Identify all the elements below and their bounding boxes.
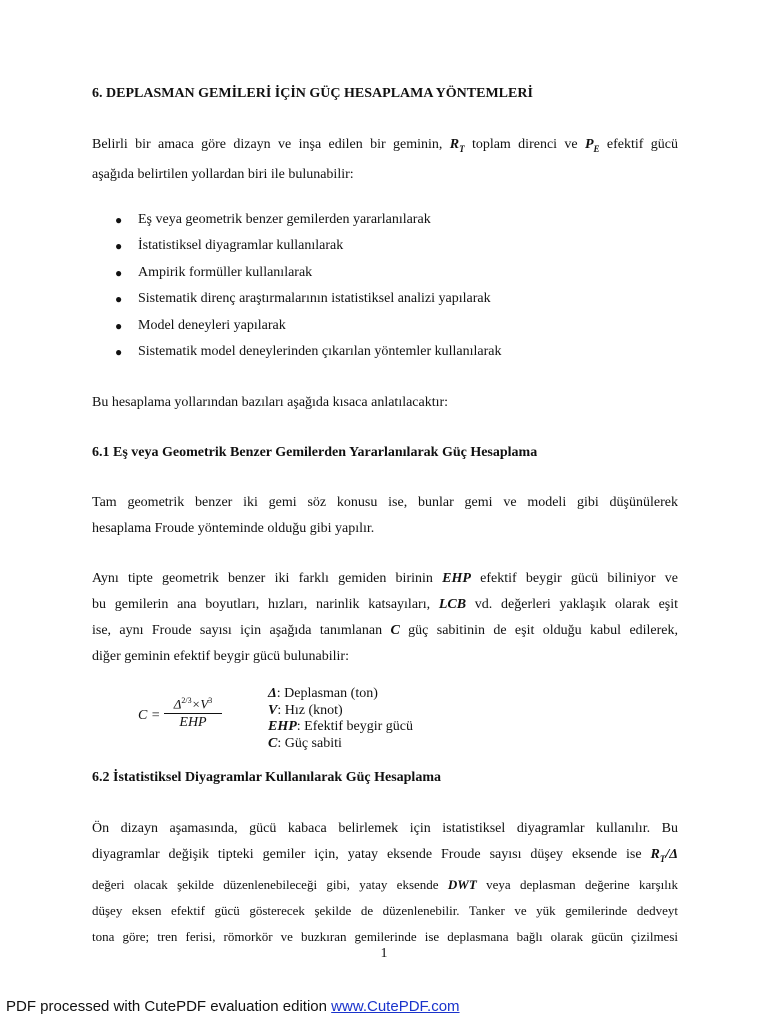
section-6-1-heading: 6.1 Eş veya Geometrik Benzer Gemilerden Yararlanılarak Güç Hesaplama bbox=[92, 445, 538, 460]
page-number: 1 bbox=[380, 946, 388, 961]
p3-line-2: diyagramlar değişik tipteki gemiler için, yatay eksende Froude sayısı düşey eksende ise $R_T/\Delta$ bbox=[92, 847, 678, 864]
intro-line-1: Belirli bir amaca göre dizayn ve inşa edilen bir geminin, $R_T$ toplam direnci ve $P_E$ efektif gücü bbox=[92, 137, 679, 154]
footer-text: PDF processed with CutePDF evaluation edition bbox=[6, 998, 327, 1015]
p3-line-5: tona göre; tren ferisi, römorkör ve buzkıran gemilerinde ise deplasmana bağlı olarak gücün çizilmesi bbox=[92, 928, 678, 944]
list-item: ● Eş veya geometrik benzer gemilerden yararlanılarak bbox=[112, 207, 672, 233]
legend-item: Δ: Deplasman (ton) bbox=[268, 686, 378, 701]
intro-line-2: aşağıda belirtilen yollardan biri ile bulunabilir: bbox=[92, 166, 354, 182]
section-6-1-paragraph-1 bbox=[92, 490, 678, 542]
p3-line-1: Ön dizayn aşamasında, gücü kabaca belirlemek için istatistiksel diyagramlar kullanılır. Bu bbox=[92, 821, 678, 836]
bullet-icon: ● bbox=[115, 239, 123, 254]
bullet-icon: ● bbox=[115, 292, 123, 307]
p2-line-1: Aynı tipte geometrik benzer iki farklı gemiden birinin EHP efektif beygir gücü biliniyor ve bbox=[92, 571, 679, 586]
p2-line-2: bu gemilerin ana boyutları, hızları, narinlik katsayıları, LCB vd. değerleri yaklaşık olarak eşit bbox=[92, 597, 679, 612]
formula-lhs: C = bbox=[138, 708, 161, 723]
list-item: ● Sistematik model deneylerinden çıkarılan yöntemler kullanılarak bbox=[112, 339, 672, 365]
bullet-icon: ● bbox=[115, 213, 123, 227]
p1-line-2: hesaplama Froude yönteminde olduğu gibi yapılır. bbox=[92, 521, 375, 536]
power-constant-formula bbox=[138, 692, 248, 742]
pdf-watermark-footer bbox=[6, 998, 460, 1015]
p2-line-4: diğer geminin efektif beygir gücü bulunabilir: bbox=[92, 649, 349, 664]
p2-line-3: ise, aynı Froude sayısı için aşağıda tanımlanan C güç sabitinin de eşit olduğu kabul edilerek, bbox=[92, 623, 679, 638]
list-item: ● Model deneyleri yapılarak bbox=[112, 313, 672, 339]
legend-item: C: Güç sabiti bbox=[268, 735, 342, 751]
list-item: ● İstatistiksel diyagramlar kullanılarak bbox=[112, 233, 672, 259]
list-item: ● Sistematik direnç araştırmalarının istatistiksel analizi yapılarak bbox=[112, 286, 672, 312]
section-6-intro bbox=[92, 132, 678, 188]
section-6-2-paragraph bbox=[92, 816, 678, 950]
section-6-closing: Bu hesaplama yollarından bazıları aşağıda kısaca anlatılacaktır: bbox=[92, 395, 449, 410]
section-6-2-heading: 6.2 İstatistiksel Diyagramlar Kullanılarak Güç Hesaplama bbox=[92, 770, 441, 785]
p3-line-4: düşey eksen efektif gücü gösterecek şekilde de düzenlenebilir. Tanker ve yük gemilerinde dedveyt bbox=[92, 902, 678, 918]
formula-numerator: $\Delta^{2/3}\times V^3$ bbox=[164, 696, 222, 714]
list-item: ● Ampirik formüller kullanılarak bbox=[112, 260, 672, 286]
p1-line-1: Tam geometrik benzer iki gemi söz konusu ise, bunlar gemi ve modeli gibi düşünülerek bbox=[92, 495, 678, 510]
methods-list bbox=[112, 207, 672, 365]
legend-item: EHP: Efektif beygir gücü bbox=[268, 719, 414, 734]
section-6-heading: 6. DEPLASMAN GEMİLERİ İÇİN GÜÇ HESAPLAMA YÖNTEMLERİ bbox=[92, 86, 533, 101]
p3-line-3: değeri olacak şekilde düzenlenebileceği gibi, yatay eksende DWT veya deplasman değerine karşılık bbox=[92, 876, 679, 892]
section-6-1-paragraph-2 bbox=[92, 566, 678, 670]
bullet-icon: ● bbox=[115, 318, 123, 333]
formula-fraction bbox=[164, 696, 222, 731]
legend-item: V: Hız (knot) bbox=[268, 702, 343, 718]
formula-legend bbox=[268, 686, 528, 752]
formula-denominator: EHP bbox=[179, 715, 207, 731]
cutepdf-link[interactable]: www.CutePDF.com bbox=[331, 998, 460, 1015]
bullet-icon: ● bbox=[115, 265, 123, 280]
bullet-icon: ● bbox=[115, 344, 123, 359]
